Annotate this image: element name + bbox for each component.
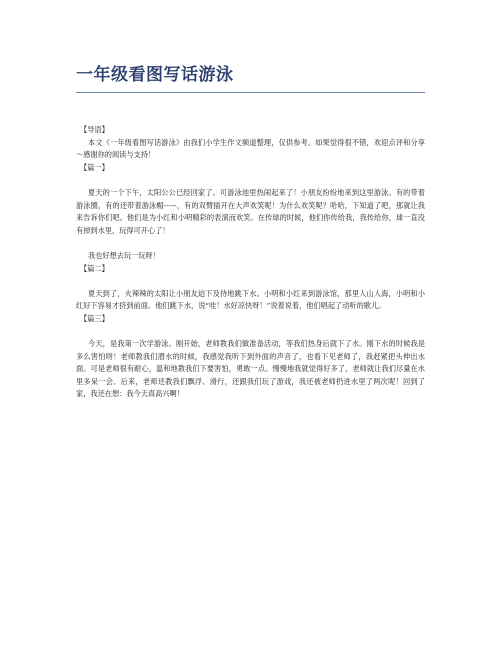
section-3-paragraph-1: 今天，是我第一次学游泳。刚开始，老师教我们做准备活动，等我们热身后就下了水。刚下水的时候我是多么害怕呀！老师教我们潜水的时候，我感觉我听下到外面的声音了，也看下见老师了，我赶紧把头伸出水面。可是老师很有耐心，温和地教我们下要害怕，勇敢一点。慢慢地我就觉得好多了，老师就让我们尽量在水里多呆一会。后来，老师还教我们飘浮、滑行，还跟我们玩了游戏，我还被老师扔进水里了两次呢！回到了家，我还在想：我今天真高兴啊！ (76, 339, 425, 399)
document-body (76, 124, 425, 401)
section-label-3: 【篇三】 (80, 313, 109, 323)
section-2-paragraph-1: 夏天到了，火辣辣的太阳让小朋友迫下及待地跳下水。小明和小红来到游泳馆，那里人山人海，小明和小红好下容易才挤到前面。他们跳下水，说“哇！水好凉快呀！”说着说着，他们唱起了动听的歌儿。 (76, 288, 425, 311)
section-label-1: 【篇一】 (80, 162, 109, 172)
intro-paragraph: 本文《一年级看图写话游泳》由我们小学生作文频道整理，仅供参考。如果觉得很不错，欢迎点评和分享～感谢你的阅读与支持！ (76, 137, 425, 160)
section-1-paragraph-2: 我也好想去玩一玩呀！ (88, 250, 160, 260)
title-divider (76, 92, 425, 93)
page-title: 一年级看图写话游泳 (76, 65, 234, 85)
section-1-paragraph-1: 夏天的一个下午，太阳公公已经回家了。可游泳池里热闹起来了！小朋友纷纷地来到这里游泳。有的带着游泳圈，有的还带着游泳帽-----，有的双臂插开在大声欢笑呢！为什么欢笑呢？哈哈，下知道了吧，那就让我来告诉你们吧。他们是为小红和小明精彩的表演而欢笑。在传球的时候，他们你传给我，我传给你，球一直没有掉到水里，玩得可开心了！ (76, 187, 425, 235)
section-label-2: 【篇二】 (80, 263, 109, 273)
intro-label: 【导语】 (80, 125, 109, 134)
